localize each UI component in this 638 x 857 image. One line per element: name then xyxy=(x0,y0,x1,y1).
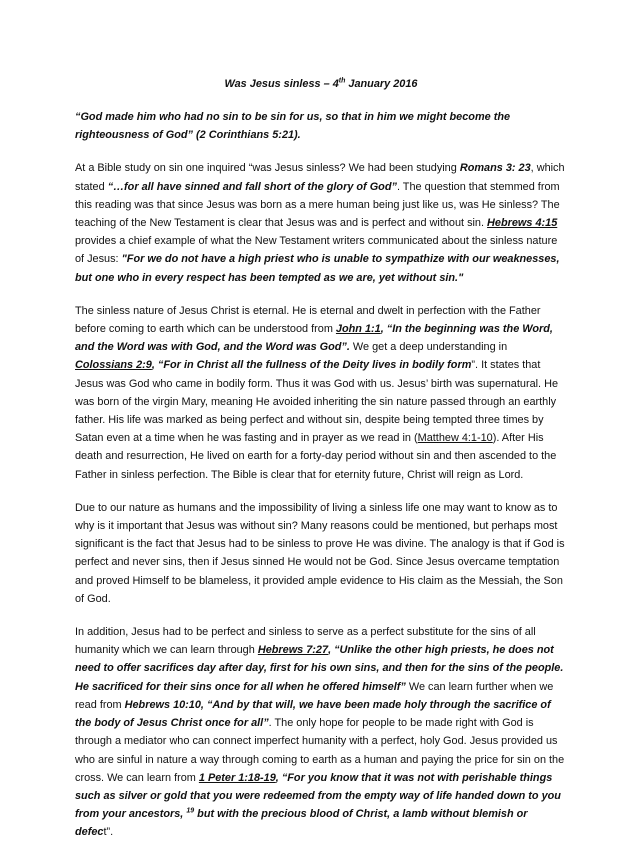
p1-text-2: , which stated xyxy=(75,162,565,193)
p2-ref-matthew: Matthew 4:1-10 xyxy=(417,432,493,445)
p4-ref-hebrews-7: Hebrews 7:27 xyxy=(257,644,329,657)
document-title xyxy=(75,76,567,92)
p1-ref-hebrews: Hebrews 4:15 xyxy=(487,217,558,230)
p4-text-3: . The only hope for people to be made right with God is through a mediator who can connect imperfect humanity with a perfect, holy God. Jesus provided us who are sinful in nature a way through coming to earth as a human and paying the price for sin on the cross. We can learn from xyxy=(75,717,565,784)
p1-quote-2: "For we do not have a high priest who is unable to sympathize with our weaknesses, but one who in every respect has been tempted as we are, yet without sin." xyxy=(75,253,560,284)
paragraph-1 xyxy=(75,159,567,286)
p4-quote-2: , “And by that will, we have been made holy through the sacrifice of the body of Jesus Christ once for all” xyxy=(75,698,551,730)
p4-quote-3: , “For you know that it was not with perishable things such as silver or gold that you were redeemed from the empty way of life handed down to you from your ancestors, xyxy=(75,771,561,821)
p4-text-1: In addition, Jesus had to be perfect and sinless to serve as a perfect substitute for the sins of all humanity which we can learn through xyxy=(75,626,536,657)
title-prefix: Was Jesus sinless – 4 xyxy=(224,78,339,90)
p4-text-2: We can learn further when we read from xyxy=(75,680,554,711)
epigraph-verse: “God made him who had no sin to be sin for us, so that in him we might become the righteousness of God” (2 Corinthians 5:21). xyxy=(75,111,511,142)
p4-ref-hebrews-10: Hebrews 10:10 xyxy=(124,698,201,711)
p2-quote-1: , “In the beginning was the Word, and the Word was with God, and the Word was God”. xyxy=(75,323,553,354)
p4-ref-1-peter: 1 Peter 1:18-19 xyxy=(198,771,276,784)
p2-text-3: ”. It states that Jesus was God who came in bodily form. Thus it was God with us. Jesus’ birth was supernatural. He was born of the virgin Mary, meaning He avoided inheriting the sin nature passed through an earthly father. His life was marked as being perfect and without sin, despite being tempted three times by Satan even at a time when he was fasting and in prayer as we read in ( xyxy=(75,359,559,445)
p2-quote-2: , “For in Christ all the fullness of the Deity lives in bodily form xyxy=(151,359,472,372)
title-ordinal: th xyxy=(338,77,346,85)
p1-text-1: At a Bible study on sin one inquired “was Jesus sinless? We had been studying xyxy=(75,162,460,175)
p4-text-4: t”. xyxy=(103,826,114,839)
p1-text-4: provides a chief example of what the New Testament writers communicated about the sinless nature of Jesus: xyxy=(75,235,558,266)
paragraph-2 xyxy=(75,302,567,484)
p4-quote-1: , “Unlike the other high priests, he does not need to offer sacrifices day after day, first for his own sins, and then for the sins of the people. He sacrificed for their sins once for all when he offered himself” xyxy=(75,644,564,693)
paragraph-4 xyxy=(75,623,567,841)
p2-ref-colossians: Colossians 2:9 xyxy=(75,359,152,372)
paragraph-3: Due to our nature as humans and the impossibility of living a sinless life one may want to know as to why is it important that Jesus was without sin? Many reasons could be mentioned, but perhaps most significant is the fact that Jesus had to be sinless to prove He was divine. The analogy is that if God is perfect and never sins, then if Jesus sinned He would not be God. Since Jesus overcame temptation and proved Himself to be blameless, it provided ample evidence to His claim as the Messiah, the Son of God. xyxy=(75,501,565,605)
p2-text-1: The sinless nature of Jesus Christ is eternal. He is eternal and dwelt in perfection with the Father before coming to earth which can be understood from xyxy=(75,304,541,336)
p2-text-2: We get a deep understanding in xyxy=(349,341,508,354)
p2-text-4: ). After His death and resurrection, He lived on earth for a forty-day period without sin and then ascended to the Father in sinless perfection. The Bible is clear that for eternity future, Christ will reign as Lord. xyxy=(75,432,557,481)
p1-ref-romans: Romans 3: 23 xyxy=(459,162,531,175)
p1-quote-1: “…for all have sinned and fall short of the glory of God” xyxy=(107,180,397,193)
title-suffix: January 2016 xyxy=(345,78,418,90)
p1-text-3: . The question that stemmed from this reading was that since Jesus was born as a mere human being just like us, was He sinless? The teaching of the New Testament is clear that Jesus was and is perfect and without sin. xyxy=(75,180,560,230)
p2-ref-john: John 1:1 xyxy=(335,323,381,336)
p4-verse-number: 19 xyxy=(186,807,195,815)
p4-quote-4: but with the precious blood of Christ, a lamb without blemish or defec xyxy=(75,808,528,839)
document-page xyxy=(75,76,567,857)
